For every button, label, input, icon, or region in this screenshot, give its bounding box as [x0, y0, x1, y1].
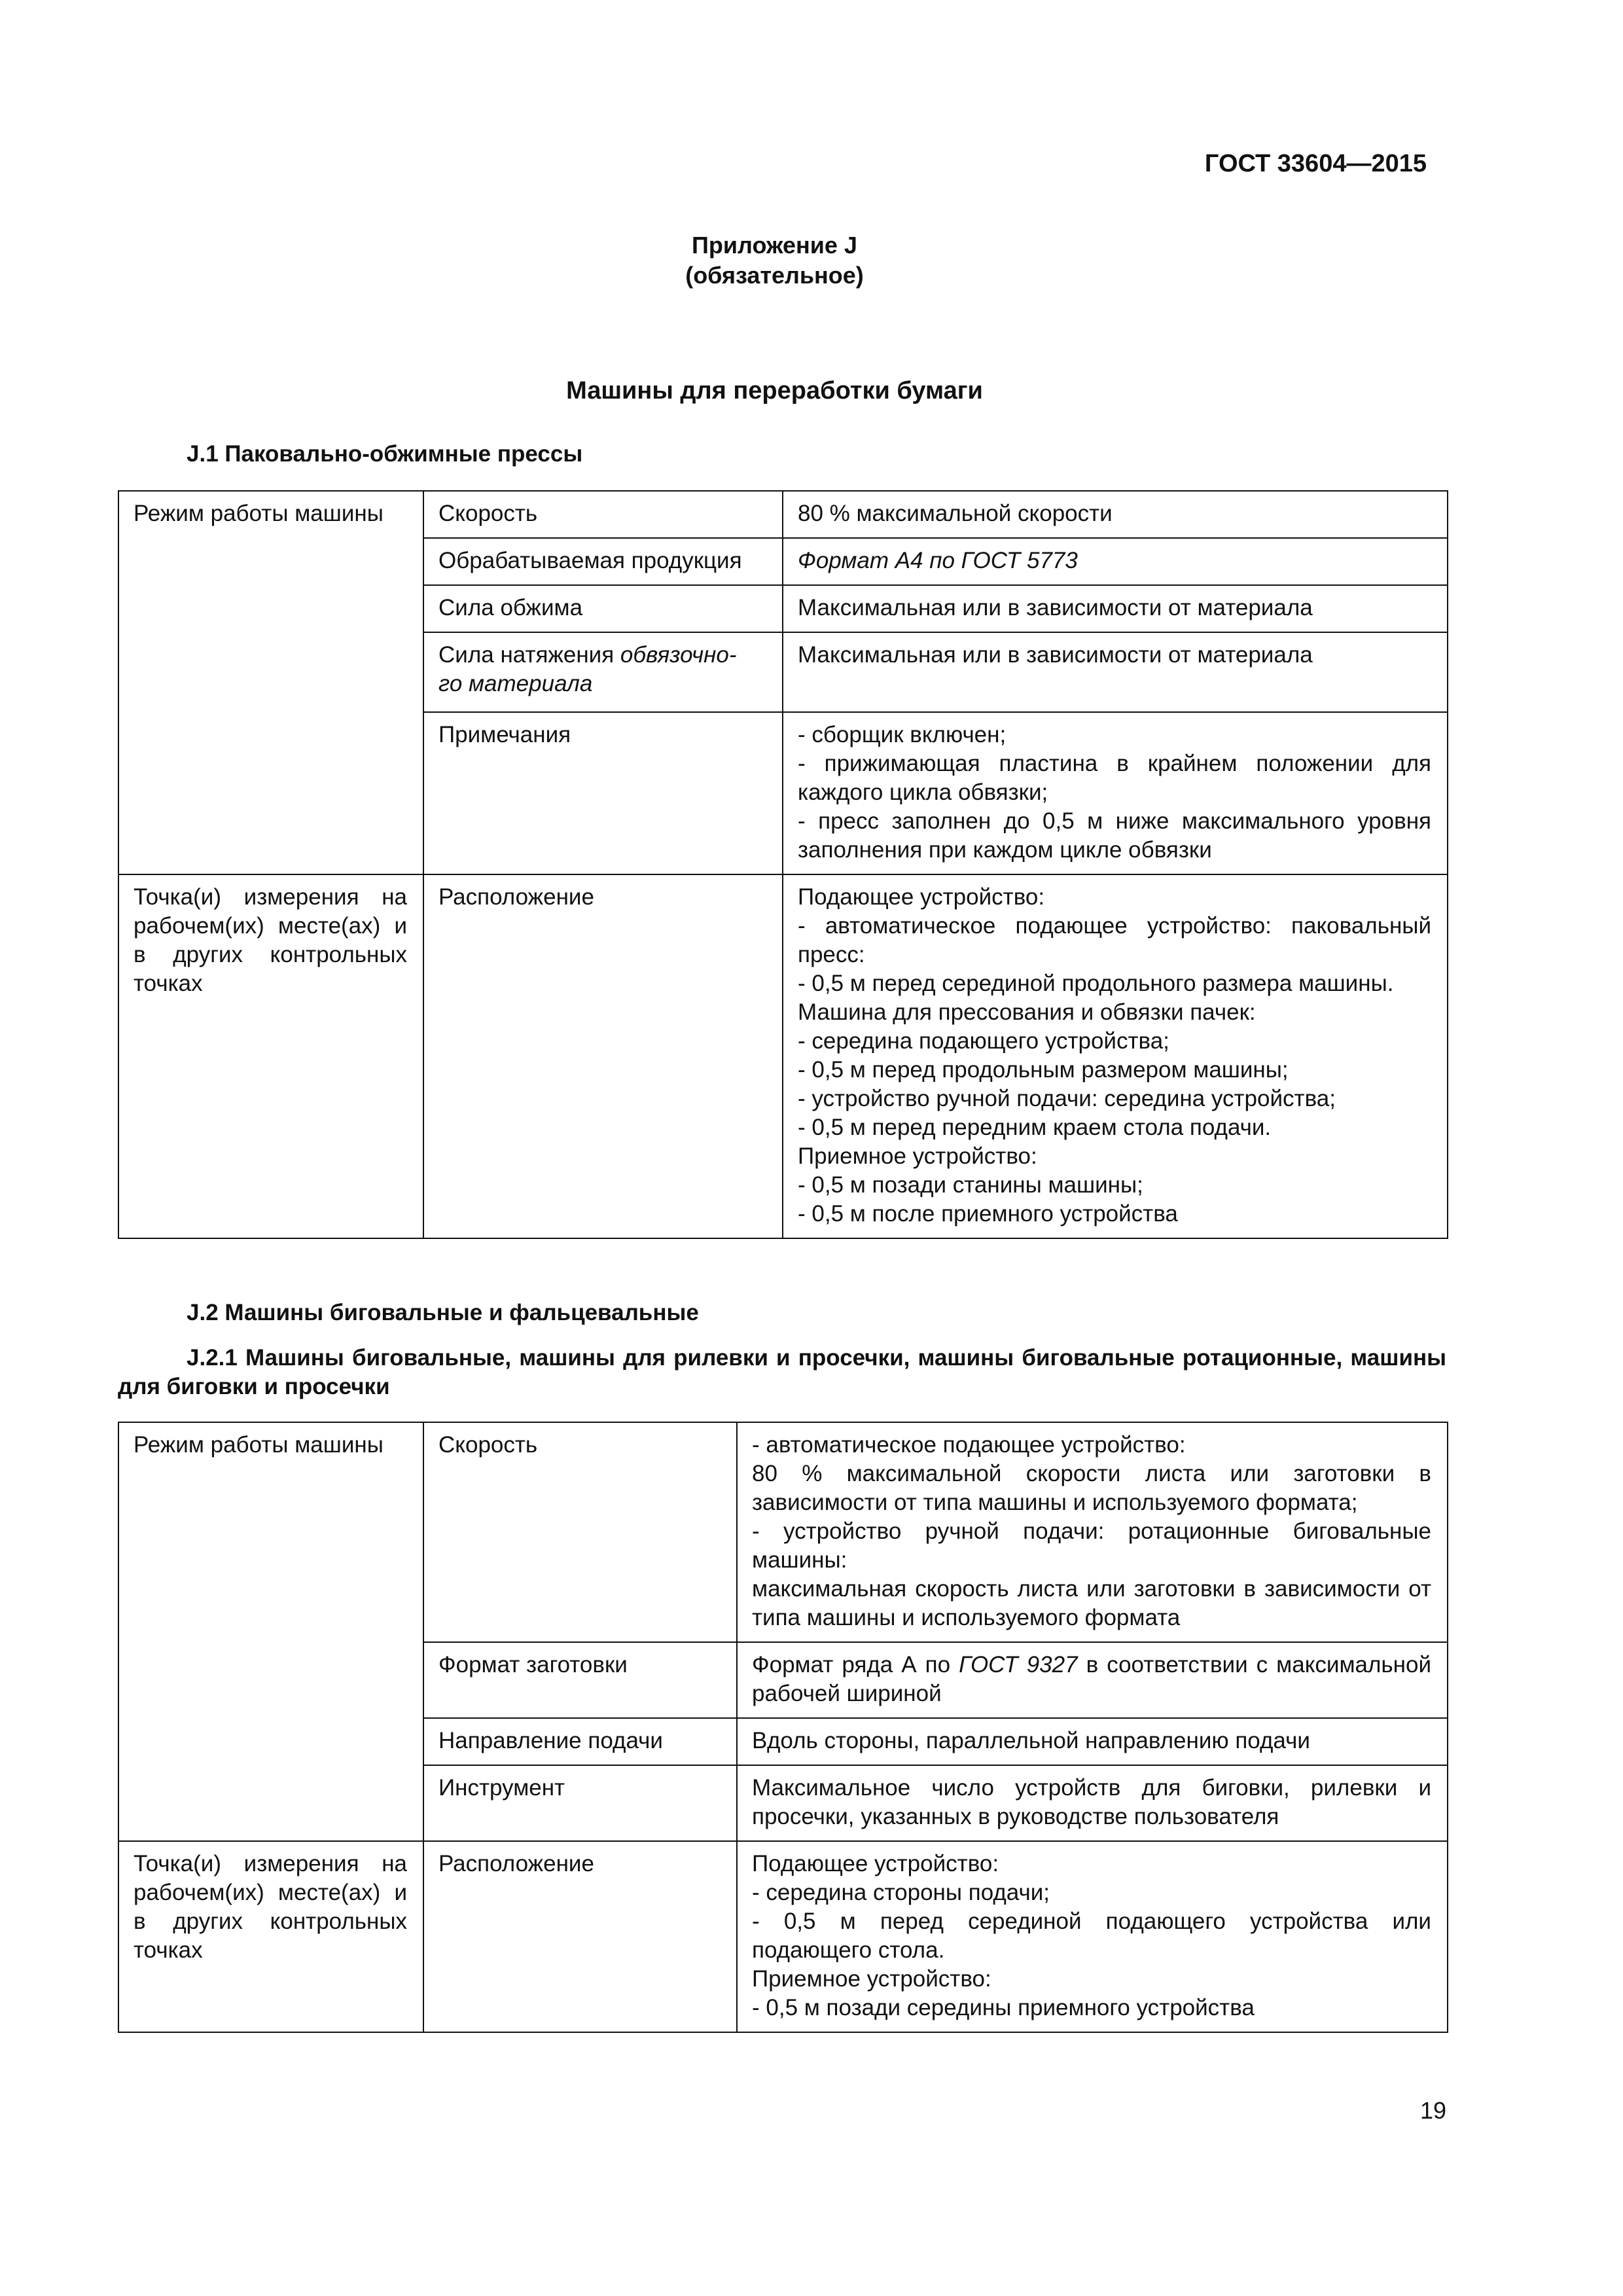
list-item: 80 % максимальной скорости листа или заготовки в зависимости от типа машины и используемого формата; [752, 1461, 1431, 1515]
j2-point-label: Точка(и) измерения на рабочем(их) месте(ах) и в других контрольных точках [118, 1841, 423, 2032]
table-row [118, 1422, 1448, 1642]
j2-format-value-a: Формат ряда А по [752, 1652, 959, 1677]
list-item: - прижимающая пластина в крайнем положении для каждого цикла обвязки; [798, 751, 1431, 805]
j1-table [118, 490, 1448, 1239]
j1-tension-label-c: го материала [438, 671, 593, 696]
page-number: 19 [1419, 2097, 1446, 2124]
list-item: - 0,5 м перед серединой подающего устройства или подающего стола. [752, 1909, 1431, 1963]
list-item: - середина подающего устройства; [798, 1028, 1169, 1054]
list-item: Приемное устройство: [798, 1143, 1037, 1169]
list-item: - устройство ручной подачи: середина устройства; [798, 1086, 1336, 1111]
table-row [118, 491, 1448, 538]
j1-product-label: Обрабатываемая продукция [423, 538, 783, 585]
j2-format-value-c: в соответствии с максимальной рабочей шириной [752, 1652, 1431, 1706]
j2-location-value [737, 1841, 1448, 2032]
j1-notes-label: Примечания [423, 712, 783, 874]
j2-format-value-b: ГОСТ 9327 [959, 1652, 1078, 1677]
section-title: Машины для переработки бумаги [566, 377, 983, 404]
list-item: - 0,5 м позади станины машины; [798, 1172, 1143, 1198]
list-item: - сборщик включен; [798, 722, 1007, 747]
list-item: максимальная скорость листа или заготовки в зависимости от типа машины и используемого формата [752, 1576, 1431, 1630]
list-item: - устройство ручной подачи: ротационные биговальные машины: [752, 1518, 1431, 1573]
list-item: - 0,5 м перед серединой продольного размера машины. [798, 971, 1394, 996]
j1-point-label: Точка(и) измерения на рабочем(их) месте(ах) и в других контрольных точках [118, 874, 423, 1238]
j1-mode-label: Режим работы машины [118, 491, 423, 874]
j2-speed-label: Скорость [423, 1422, 737, 1642]
list-item: Подающее устройство: [752, 1851, 999, 1876]
list-item: - середина стороны подачи; [752, 1880, 1050, 1905]
j2-direction-label: Направление подачи [423, 1718, 737, 1765]
j1-speed-value: 80 % максимальной скорости [783, 491, 1448, 538]
j1-force-value: Максимальная или в зависимости от материала [783, 585, 1448, 632]
j1-force-label: Сила обжима [423, 585, 783, 632]
j2-table [118, 1422, 1448, 2033]
list-item: Подающее устройство: [798, 884, 1045, 910]
list-item: - пресс заполнен до 0,5 м ниже максимального уровня заполнения при каждом цикле обвязки [798, 808, 1431, 863]
list-item: - 0,5 м после приемного устройства [798, 1201, 1178, 1227]
document-number: ГОСТ 33604—2015 [1204, 150, 1427, 177]
j1-heading: J.1 Паковально-обжимные прессы [187, 441, 583, 467]
table-row [118, 874, 1448, 1238]
list-item: Машина для прессования и обвязки пачек: [798, 999, 1256, 1025]
list-item: - 0,5 м позади середины приемного устройства [752, 1995, 1255, 2020]
table-row [118, 1841, 1448, 2032]
j2-mode-label: Режим работы машины [118, 1422, 423, 1841]
list-item: - 0,5 м перед продольным размером машины; [798, 1057, 1289, 1083]
list-item: - автоматическое подающее устройство: [752, 1432, 1186, 1458]
j2-speed-value [737, 1422, 1448, 1642]
j2-location-label: Расположение [423, 1841, 737, 2032]
j2-1-heading: J.2.1 Машины биговальные, машины для рилевки и просечки, машины биговальные ротационные, машины для биговки и просечки [118, 1345, 1446, 1399]
j1-speed-label: Скорость [423, 491, 783, 538]
j2-heading: J.2 Машины биговальные и фальцевальные [187, 1300, 699, 1325]
j1-tension-label [423, 632, 783, 712]
j1-tension-label-a: Сила натяжения [438, 642, 620, 668]
j2-format-label: Формат заготовки [423, 1642, 737, 1718]
list-item: Приемное устройство: [752, 1966, 991, 1992]
appendix-heading [0, 230, 1549, 291]
j1-tension-value: Максимальная или в зависимости от материала [783, 632, 1448, 712]
j1-notes-value [783, 712, 1448, 874]
j1-tension-label-b: обвязочно- [620, 642, 737, 668]
appendix-title: Приложение J [692, 232, 857, 259]
j1-location-value [783, 874, 1448, 1238]
j2-format-value [737, 1642, 1448, 1718]
j1-product-value: Формат А4 по ГОСТ 5773 [783, 538, 1448, 585]
j1-location-label: Расположение [423, 874, 783, 1238]
appendix-note: (обязательное) [685, 262, 864, 289]
list-item: - автоматическое подающее устройство: паковальный пресс: [798, 913, 1431, 967]
list-item: - 0,5 м перед передним краем стола подачи. [798, 1115, 1272, 1140]
j2-tool-value: Максимальное число устройств для биговки, рилевки и просечки, указанных в руководстве пользователя [737, 1765, 1448, 1841]
j2-direction-value: Вдоль стороны, параллельной направлению подачи [737, 1718, 1448, 1765]
j2-tool-label: Инструмент [423, 1765, 737, 1841]
